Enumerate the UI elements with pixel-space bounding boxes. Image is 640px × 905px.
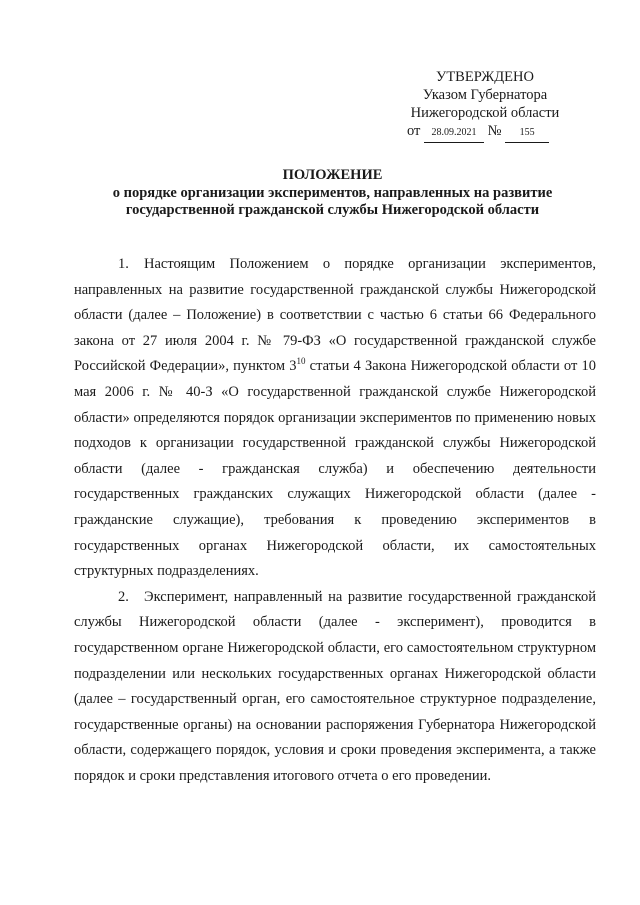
document-title: [60, 167, 605, 220]
approved-label: УТВЕРЖДЕНО: [436, 69, 534, 85]
paragraph-1-superscript: 10: [296, 356, 306, 367]
paragraph-1-text-b: статьи 4 Закона Нижегородской области от 10 мая 2006 г. № 40-З «О государственной гражданской службе Нижегородской области» определяются порядок организации экспериментов по применению новых подходов к организации государственной гражданской службы Нижегородской области (далее - гражданская служба) и обеспечению деятельности государственных гражданских служащих Нижегородской области (далее - гражданские служащие), требования к проведению экспериментов в государственных органах Нижегородской области, их самостоятельных структурных подразделениях.: [74, 358, 596, 580]
decree-date: 28.09.2021: [431, 127, 477, 138]
decree-number-field: [505, 122, 549, 143]
title-subtitle-line1: о порядке организации экспериментов, направленных на развитие: [112, 184, 553, 201]
title-heading: ПОЛОЖЕНИЕ: [282, 167, 383, 183]
decree-number: 155: [519, 127, 535, 138]
paragraph-2-number: 2.: [118, 588, 129, 605]
paragraph-1-text-a: Настоящим Положением о порядке организации экспериментов, направленных на развитие государственной гражданской службы Нижегородской области (далее – Положение) в соответствии с частью 6 статьи 66 Федерального закона от 27 июля 2004 г. № 79-ФЗ «О государственной гражданской службе Российской Федерации», пунктом 3: [74, 256, 596, 375]
approval-stamp: [405, 68, 565, 143]
paragraph-1: [74, 252, 596, 585]
title-subtitle-line2: государственной гражданской службы Нижегородской области: [125, 202, 540, 218]
decree-date-field: [424, 122, 484, 143]
number-sign: №: [487, 123, 502, 139]
decree-date-line: [405, 122, 565, 143]
paragraph-2: [74, 585, 596, 790]
region-label: Нижегородской области: [410, 105, 560, 121]
paragraph-1-number: 1.: [118, 256, 129, 272]
paragraph-2-text: Эксперимент, направленный на развитие государственной гражданской службы Нижегородской области (далее - эксперимент), проводится в государственном органе Нижегородской области, его самостоятельном структурном подразделении или нескольких государственных органах Нижегородской области (далее – государственный орган, его самостоятельное структурное подразделение, государственные органы) на основании распоряжения Губернатора Нижегородской области, содержащего порядок, условия и сроки проведения эксперимента, а также порядок и сроки представления итогового отчета о его проведении.: [74, 588, 596, 784]
from-label: от: [407, 123, 421, 139]
decree-label: Указом Губернатора: [422, 87, 548, 103]
document-body: [74, 252, 596, 789]
